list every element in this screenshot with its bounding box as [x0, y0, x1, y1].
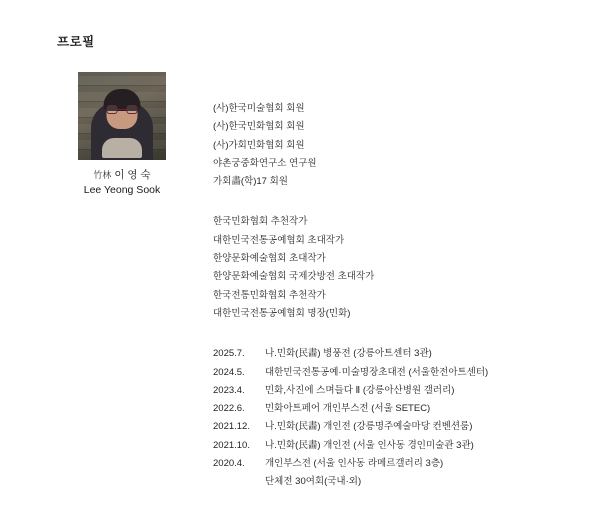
cv-line: 야촌궁중화연구소 연구원	[213, 157, 317, 169]
cv-line: 한양문화예술협회 초대작가	[213, 253, 326, 265]
cv-line: (사)가회민화협회 회원	[213, 139, 305, 151]
cv-line: 한양문화예술협회 국제갓방전 초대작가	[213, 271, 375, 283]
portrait-block	[78, 72, 166, 198]
glasses-icon	[107, 105, 138, 114]
cv-line: 한국민화협회 추천작가	[213, 216, 308, 228]
page-title: 프로필	[57, 35, 95, 49]
scarf-shape	[102, 138, 142, 158]
cv-line: (사)한국민화협회 회원	[213, 121, 305, 133]
cv-line: 2024.5. 대한민국전통공예·미술명장초대전 (서울한전아트센터)	[213, 366, 489, 378]
wood-plank-decor	[78, 76, 166, 86]
artist-name-korean	[78, 168, 166, 183]
artist-name-korean-text: 이 영 숙	[114, 169, 151, 181]
cv-group-exhibitions	[213, 345, 553, 491]
artist-name-hanja: 竹林	[93, 170, 112, 180]
cv-list	[213, 100, 553, 492]
cv-line: 한국전통민화협회 추천작가	[213, 289, 326, 301]
cv-line: 대한민국전통공예협회 명장(민화)	[213, 307, 351, 319]
artist-name-english: Lee Yeong Sook	[83, 184, 161, 196]
cv-line: 단체전 30여회(국내·외)	[265, 476, 362, 488]
cv-line: 가회畵(학)17 회원	[213, 176, 288, 188]
cv-line: 2021.12. 나.민화(民畵) 개인전 (강릉명주예술마당 컨벤션룸)	[213, 421, 473, 433]
cv-line: 대한민국전통공예협회 초대작가	[213, 234, 345, 246]
cv-line: 2025.7. 나.민화(民畵) 병풍전 (강릉아트센터 3관)	[213, 348, 432, 360]
cv-line: 2023.4. 민화,사진에 스며들다 Ⅱ (강릉아산병원 갤러리)	[213, 384, 455, 396]
cv-line: 2022.6. 민화아트페어 개인부스전 (서울 SETEC)	[213, 403, 431, 415]
cv-group-memberships	[213, 100, 553, 191]
cv-line: 2020.4. 개인부스전 (서울 인사동 라메르갤러리 3층)	[213, 458, 444, 470]
artist-portrait-photo	[78, 72, 166, 160]
cv-group-appointments	[213, 213, 553, 323]
cv-line: (사)한국미술협회 회원	[213, 103, 305, 114]
cv-line: 2021.10. 나.민화(民畵) 개인전 (서울 인사동 경인미술관 3관)	[213, 439, 474, 451]
